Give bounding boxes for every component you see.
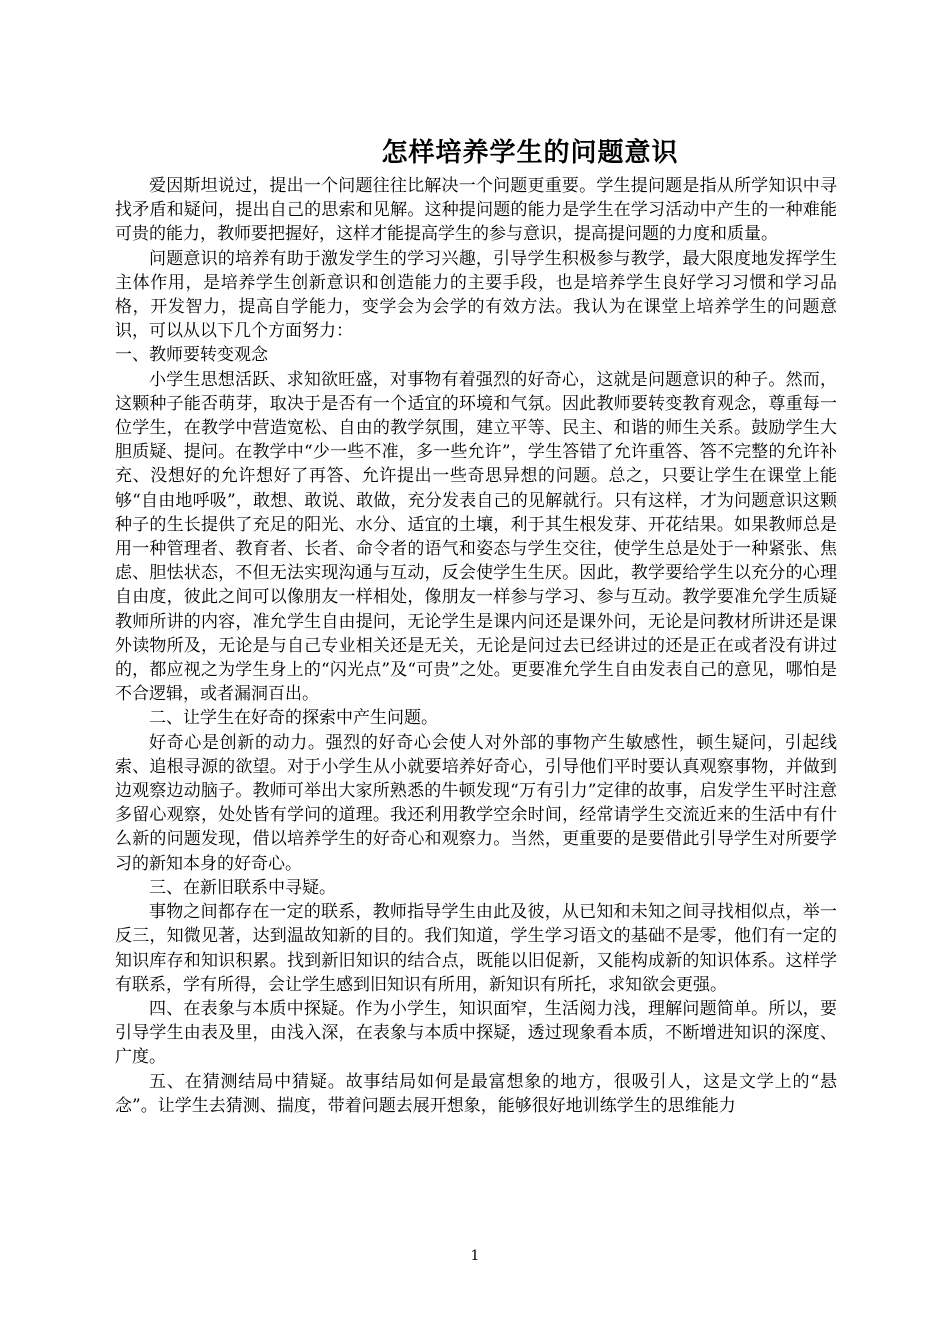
section-heading: 一、教师要转变观念 — [115, 345, 268, 366]
paragraph: 五、在猜测结局中猜疑。故事结局如何是最富想象的地方，很吸引人，这是文学上的“悬念”。让学生去猜测、揣度，带着问题去展开想象，能够很好地训练学生的思维能力 — [115, 1071, 837, 1116]
paragraph: 好奇心是创新的动力。强烈的好奇心会使人对外部的事物产生敏感性，顿生疑问，引起线索、追根寻源的欲望。对于小学生从小就要培养好奇心，引导他们平时要认真观察事物，并做到边观察边动脑子。教师可举出大家所熟悉的牛顿发现“万有引力”定律的故事，启发学生平时注意多留心观察，处处皆有学问的道理。我还利用教学空余时间，经常请学生交流近来的生活中有什么新的问题发现，借以培养学生的好奇心和观察力。当然，更重要的是要借此引导学生对所要学习的新知本身的好奇心。 — [115, 732, 837, 874]
page-number: 1 — [470, 1248, 480, 1264]
paragraph: 二、让学生在好奇的探索中产生问题。 — [149, 708, 438, 729]
document-body — [115, 174, 837, 1118]
paragraph: 问题意识的培养有助于激发学生的学习兴趣，引导学生积极参与教学，最大限度地发挥学生主体作用，是培养学生创新意识和创造能力的主要手段，也是培养学生良好学习习惯和学习品格，开发智力，提高自学能力，变学会为会学的有效方法。我认为在课堂上培养学生的问题意识，可以从以下几个方面努力： — [115, 248, 837, 342]
document-title: 怎样培养学生的问题意识 — [381, 138, 679, 168]
paragraph: 四、在表象与本质中探疑。作为小学生，知识面窄，生活阅力浅，理解问题简单。所以，要引导学生由表及里，由浅入深，在表象与本质中探疑，透过现象看本质，不断增进知识的深度、广度。 — [115, 998, 837, 1068]
paragraph: 事物之间都存在一定的联系，教师指导学生由此及彼，从已知和未知之间寻找相似点，举一反三，知微见著，达到温故知新的目的。我们知道，学生学习语文的基础不是零，他们有一定的知识库存和知识积累。找到新旧知识的结合点，既能以旧促新，又能构成新的知识体系。这样学有联系，学有所得，会让学生感到旧知识有所用，新知识有所托，求知欲会更强。 — [115, 902, 837, 995]
paragraph: 三、在新旧联系中寻疑。 — [149, 877, 336, 898]
paragraph: 小学生思想活跃、求知欲旺盛，对事物有着强烈的好奇心，这就是问题意识的种子。然而，这颗种子能否萌芽，取决于是否有一个适宜的环境和气氛。因此教师要转变教育观念，尊重每一位学生，在教学中营造宽松、自由的教学氛围，建立平等、民主、和谐的师生关系。鼓励学生大胆质疑、提问。在教学中“少一些不准，多一些允许”，学生答错了允许重答、答不完整的允许补充、没想好的允许想好了再答、允许提出一些奇思异想的问题。总之，只要让学生在课堂上能够“自由地呼吸”，敢想、敢说、敢做，充分发表自己的见解就行。只有这样，才为问题意识这颗种子的生长提供了充足的阳光、水分、适宜的土壤，利于其生根发芽、开花结果。如果教师总是用一种管理者、教育者、长者、命令者的语气和姿态与学生交往，使学生总是处于一种紧张、焦虑、胆怯状态，不但无法实现沟通与互动，反会使学生生厌。因此，教学要给学生以充分的心理自由度，彼此之间可以像朋友一样相处，像朋友一样参与学习、参与互动。教学要准允学生质疑教师所讲的内容，准允学生自由提问，无论学生是课内问还是课外问，无论是问教材所讲还是课外读物所及，无论是与自己专业相关还是无关，无论是问过去已经讲过的还是正在或者没有讲过的，都应视之为学生身上的“闪光点”及“可贵”之处。更要准允学生自由发表自己的意见，哪怕是不合逻辑，或者漏洞百出。 — [115, 369, 837, 705]
paragraph: 爱因斯坦说过，提出一个问题往往比解决一个问题更重要。学生提问题是指从所学知识中寻找矛盾和疑问，提出自己的思索和见解。这种提问题的能力是学生在学习活动中产生的一种难能可贵的能力，教师要把握好，这样才能提高学生的参与意识，提高提问题的力度和质量。 — [115, 176, 837, 245]
